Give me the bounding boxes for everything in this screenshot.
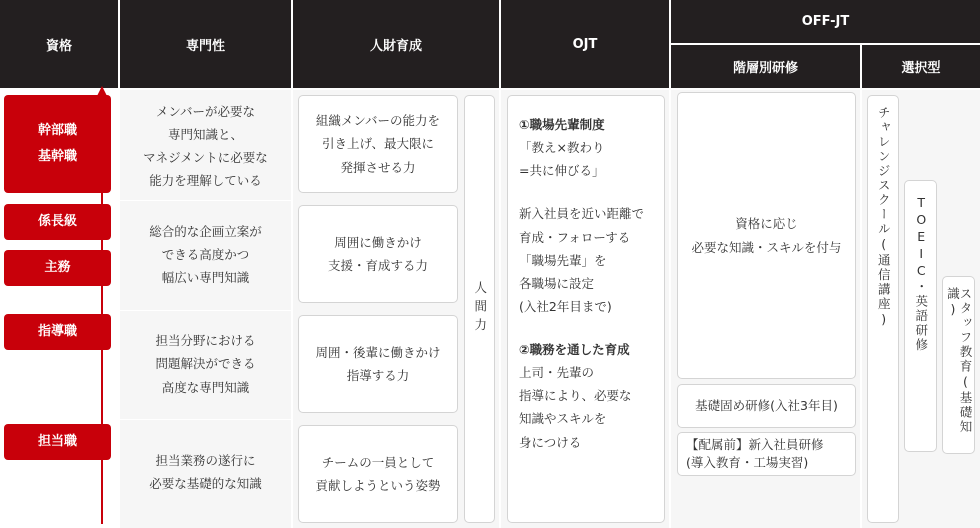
development-staff: チームの一員として 貢献しようという姿勢 [298, 425, 458, 523]
rank-badge-senior-staff: 主務 [4, 250, 111, 286]
header-qualification: 資格 [0, 0, 118, 88]
ojt-content [507, 95, 665, 523]
staff-education-label: スタッフ教育(基礎知識) [945, 287, 973, 435]
challenge-school-label: チャレンジスクール(通信講座) [876, 106, 892, 329]
ojt-job-training-title: ②職務を通した育成 [519, 342, 630, 357]
row-divider [120, 310, 291, 311]
staff-education-box [942, 276, 975, 454]
expertise-subsection-chief: 総合的な企画立案が できる高度かつ 幅広い専門知識 [149, 223, 262, 286]
expertise-instructor: 担当分野における 問題解決ができる 高度な専門知識 [155, 333, 256, 395]
header-elective: 選択型 [862, 45, 980, 88]
development-instructor: 周囲・後輩に働きかけ 指導する力 [298, 315, 458, 413]
ojt-mentor-motto: 「教え×教わり =共に伸びる」 [519, 140, 605, 179]
rank-progression-arrow [97, 86, 107, 526]
toeic-training-box [904, 180, 937, 452]
development-subsection-chief: 周囲に働きかけ 支援・育成する力 [298, 205, 458, 303]
new-employee-training: 【配属前】新入社員研修 (導入教育・工場実習) [677, 432, 856, 476]
toeic-training-label: TOEIC・英語研修 [913, 195, 929, 353]
rank-badge-staff: 担当職 [4, 424, 111, 460]
rank-badge-instructor: 指導職 [4, 314, 111, 350]
ojt-job-training-description: 上司・先輩の 指導により、必要な 知識やスキルを 身につける [519, 365, 632, 450]
header-hr-development: 人財育成 [293, 0, 499, 88]
header-off-jt: OFF-JT [671, 0, 980, 43]
expertise-staff: 担当業務の遂行に 必要な基礎的な知識 [149, 452, 262, 491]
row-divider [120, 419, 291, 420]
expertise-executive: メンバーが必要な 専門知識と、 マネジメントに必要な 能力を理解している [143, 103, 268, 189]
header-ojt: OJT [501, 0, 669, 88]
challenge-school-box [867, 95, 899, 523]
header-expertise: 専門性 [120, 0, 291, 88]
rank-badge-executive: 幹部職 基幹職 [4, 95, 111, 193]
human-power-box [464, 95, 495, 523]
header-tiered-training: 階層別研修 [671, 45, 860, 88]
development-executive: 組織メンバーの能力を 引き上げ、最大限に 発揮させる力 [298, 95, 458, 193]
row-divider [120, 200, 291, 201]
ojt-mentor-description: 新入社員を近い距離で 育成・フォローする 「職場先輩」を 各職場に設定 (入社2年目まで) [519, 206, 645, 314]
rank-badge-subsection-chief: 係長級 [4, 204, 111, 240]
third-year-foundation-training: 基礎固め研修(入社3年目) [677, 384, 856, 428]
human-power-label: 人間力 [472, 281, 488, 337]
tiered-training-by-rank: 資格に応じ 必要な知識・スキルを付与 [677, 92, 856, 379]
ojt-mentor-system-title: ①職場先輩制度 [519, 117, 605, 132]
